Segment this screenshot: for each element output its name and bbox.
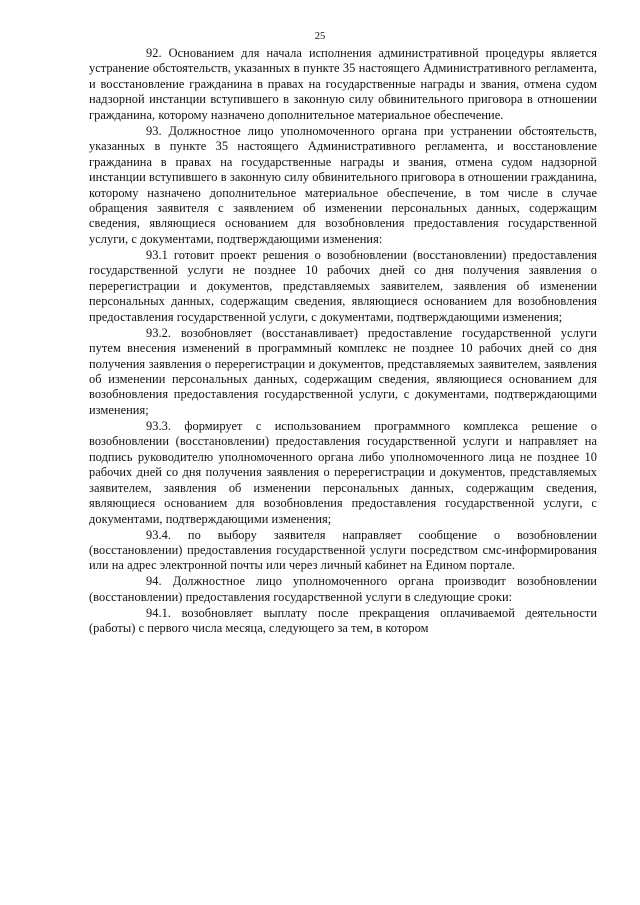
paragraph-93-4: 93.4. по выбору заявителя направляет сообщение о возобновлении (восстановлении) предоставления государственной услуги посредством смс-информирования или на адрес электронной почты или через личный кабинет на Едином портале.	[89, 527, 597, 573]
page-number: 25	[314, 31, 326, 42]
paragraph-92: 92. Основанием для начала исполнения административной процедуры является устранение обстоятельств, указанных в пункте 35 настоящего Административного регламента, и восстановление гражданина в правах на государственные награды и звания, отмена судом надзорной инстанции вступившего в законную силу обвинительного приговора в отношении гражданина, которому назначено дополнительное материальное обеспечение.	[89, 46, 597, 122]
paragraph-93-1: 93.1 готовит проект решения о возобновлении (восстановлении) предоставления государственной услуги не позднее 10 рабочих дней со дня получения заявления о перерегистрации и документов, представляемых заявителем, заявления об изменении персональных данных, содержащим сведения, являющиеся основанием для возобновления предоставления государственной услуги, с документами, подтверждающими изменения;	[89, 247, 597, 324]
paragraph-93: 93. Должностное лицо уполномоченного органа при устранении обстоятельств, указанных в пункте 35 настоящего Административного регламента, и восстановление гражданина в правах на государственные награды и звания, отмена судом надзорной инстанции вступившего в законную силу обвинительного приговора в отношении гражданина, которому назначено дополнительное материальное обеспечение, в том числе в случае обращения заявителя с заявлением об изменении персональных данных, содержащим сведения, являющиеся основанием для возобновления предоставления государственной услуги, с документами, подтверждающими изменения:	[89, 123, 597, 246]
paragraph-94: 94. Должностное лицо уполномоченного органа производит возобновлении (восстановлении) предоставления государственной услуги в следующие сроки:	[89, 574, 597, 604]
document-body	[89, 46, 597, 637]
paragraph-94-1: 94.1. возобновляет выплату после прекращения оплачиваемой деятельности (работы) с первого числа месяца, следующего за тем, в котором	[89, 605, 597, 636]
paragraph-93-2: 93.2. возобновляет (восстанавливает) предоставление государственной услуги путем внесения изменений в программный комплекс не позднее 10 рабочих дней со дня получения заявления о перерегистрации и документов, представляемых заявителем, заявления об изменении персональных данных, содержащим сведения, являющиеся основанием для возобновления предоставления государственной услуги, с документами, подтверждающими изменения;	[89, 325, 597, 417]
paragraph-93-3: 93.3. формирует с использованием программного комплекса решение о возобновлении (восстановлении) предоставления государственной услуги и направляет на подпись руководителю уполномоченного органа либо уполномоченного лица не позднее 10 рабочих дней со дня получения заявления о перерегистрации и документов, представляемых заявителем, заявления об изменении персональных данных, содержащим сведения, являющиеся основанием для возобновления предоставления государственной услуги, с документами, подтверждающими изменения;	[89, 418, 597, 526]
